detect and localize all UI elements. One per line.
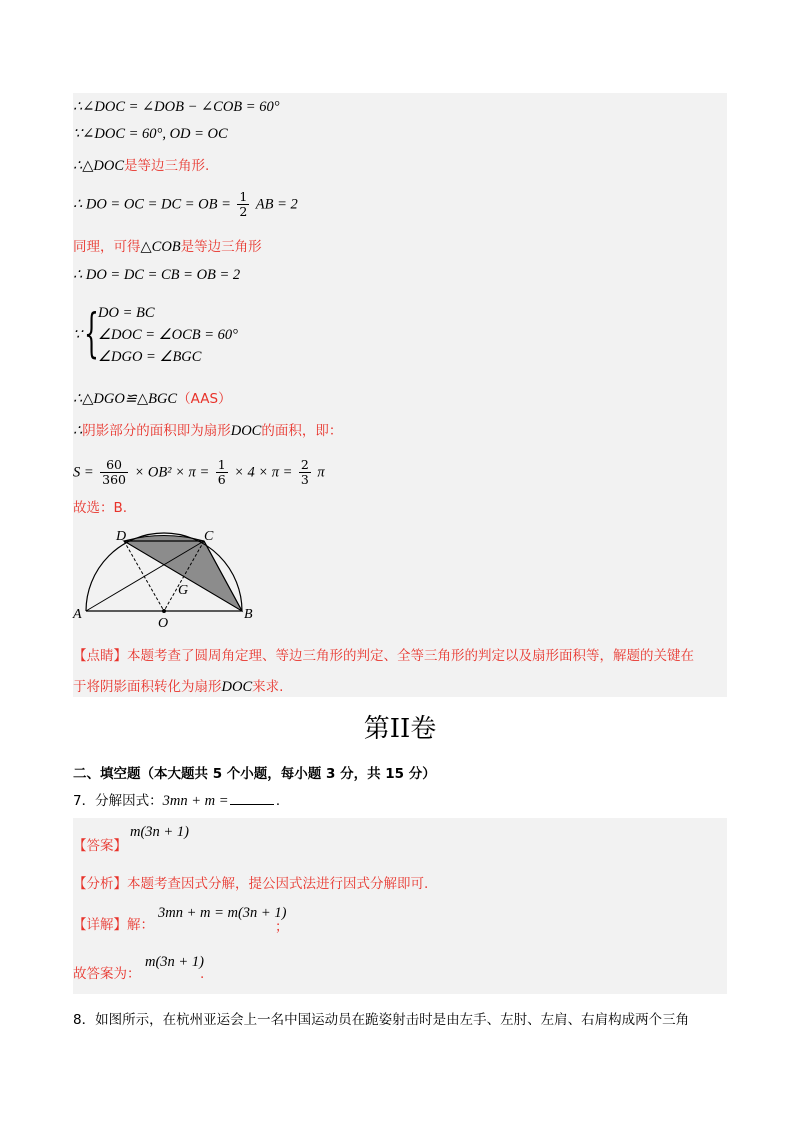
- final-text: 故答案为：: [73, 966, 141, 982]
- eq-chain: ∴ DO = OC = DC = OB =: [73, 196, 231, 213]
- answer-math: m(3n + 1): [130, 824, 189, 840]
- comment-text: 本题考查了圆周角定理、等边三角形的判定、全等三角形的判定以及扇形面积等，解题的关键在: [127, 648, 694, 664]
- answer-tag: 【答案】: [73, 838, 127, 854]
- solution-line-9: [73, 421, 342, 441]
- label-d: D: [116, 529, 127, 544]
- fraction-half: [237, 190, 249, 219]
- comment-line-2: [73, 677, 283, 697]
- area-text: 的面积，即：: [261, 423, 343, 439]
- shaded-area-text: 阴影部分的面积即为扇形: [82, 423, 231, 439]
- detail-end: ；: [275, 919, 289, 935]
- solution-line-1: ∴∠DOC = ∠DOB − ∠COB = 60°: [73, 99, 280, 115]
- label-g: G: [178, 583, 189, 598]
- numerator: 60: [100, 458, 128, 473]
- left-brace: {: [84, 304, 99, 364]
- congruence: ∴△DGO≌△BGC: [73, 391, 178, 407]
- comment-text-3: 来求.: [252, 679, 284, 695]
- answer-blank: [230, 792, 274, 805]
- comment-tag: 【点睛】: [73, 648, 127, 664]
- denominator: 6: [217, 472, 226, 487]
- q7-label: 7．分解因式：: [73, 793, 163, 809]
- analysis-tag: 【分析】: [73, 876, 127, 892]
- denominator: 3: [300, 472, 309, 487]
- sector-doc: DOC: [230, 423, 262, 439]
- eq-chain-end: AB = 2: [255, 196, 298, 213]
- triangle-doc: ∴△DOC: [73, 158, 124, 174]
- detail-tag: 【详解】: [73, 917, 127, 933]
- numerator: 2: [300, 457, 309, 472]
- solution-line-5: [73, 237, 262, 257]
- solution-line-8: [73, 389, 232, 409]
- label-a: A: [73, 607, 82, 622]
- label-o: O: [158, 616, 169, 630]
- question-8: 8．如图所示，在杭州亚运会上一名中国运动员在跪姿射击时是由左手、左肘、左肩、右肩构成两个三角: [73, 1012, 690, 1028]
- final-line: [73, 964, 141, 984]
- detail-line: [73, 915, 154, 935]
- similarly-text: 同理，可得: [73, 239, 141, 255]
- area-mid-2: × 4 × π =: [234, 464, 293, 481]
- solution-line-6: ∴ DO = DC = CB = OB = 2: [73, 267, 241, 283]
- area-s: S =: [73, 464, 94, 481]
- detail-pre: 解：: [127, 917, 154, 933]
- pi-symbol: π: [317, 464, 325, 481]
- fraction-60-360: [100, 458, 128, 487]
- solution-line-10: [73, 458, 325, 487]
- center-point-o: [162, 609, 166, 613]
- denominator: 2: [239, 204, 248, 219]
- volume-heading: 第II卷: [363, 714, 437, 744]
- analysis-text: 本题考查因式分解，提公因式法进行因式分解即可.: [127, 876, 429, 892]
- comment-line-1: [73, 646, 694, 666]
- system-line-1: DO = BC: [98, 305, 155, 321]
- aas-text: （AAS）: [177, 391, 232, 407]
- solution-line-3: [73, 156, 209, 176]
- detail-math: 3mn + m = m(3n + 1): [158, 905, 287, 921]
- therefore-symbol: ∴: [73, 423, 83, 439]
- choice-b: 故选：B.: [73, 500, 128, 516]
- analysis-line: [73, 874, 428, 894]
- solution-line-4: [73, 190, 298, 219]
- numerator: 1: [217, 457, 226, 472]
- because-symbol: ∵: [73, 327, 83, 343]
- final-math: m(3n + 1): [145, 954, 204, 970]
- denominator: 360: [102, 472, 126, 487]
- equilateral-text: 是等边三角形.: [124, 158, 210, 174]
- comment-text-2: 于将阴影面积转化为扇形: [73, 679, 222, 695]
- fraction-2-3: [299, 458, 311, 487]
- system-line-3: ∠DGO = ∠BGC: [98, 349, 202, 365]
- triangle-cob: △COB: [140, 239, 181, 255]
- q7-expr: 3mn + m =: [162, 793, 229, 809]
- numerator: 1: [239, 189, 248, 204]
- equilateral-text-2: 是等边三角形: [180, 239, 262, 255]
- geometry-figure: [68, 528, 268, 630]
- question-7: [73, 791, 280, 811]
- label-c: C: [204, 529, 214, 544]
- final-end: .: [200, 966, 205, 982]
- solution-line-2: ∵∠DOC = 60°, OD = OC: [73, 126, 228, 142]
- comment-sector: DOC: [221, 679, 253, 695]
- fraction-1-6: [216, 458, 228, 487]
- system-line-2: ∠DOC = ∠OCB = 60°: [98, 327, 238, 343]
- label-b: B: [244, 607, 253, 622]
- area-mid: × OB² × π =: [134, 464, 210, 481]
- section-title: 二、填空题（本大题共 5 个小题，每小题 3 分，共 15 分）: [73, 766, 436, 782]
- q7-end: .: [276, 793, 281, 809]
